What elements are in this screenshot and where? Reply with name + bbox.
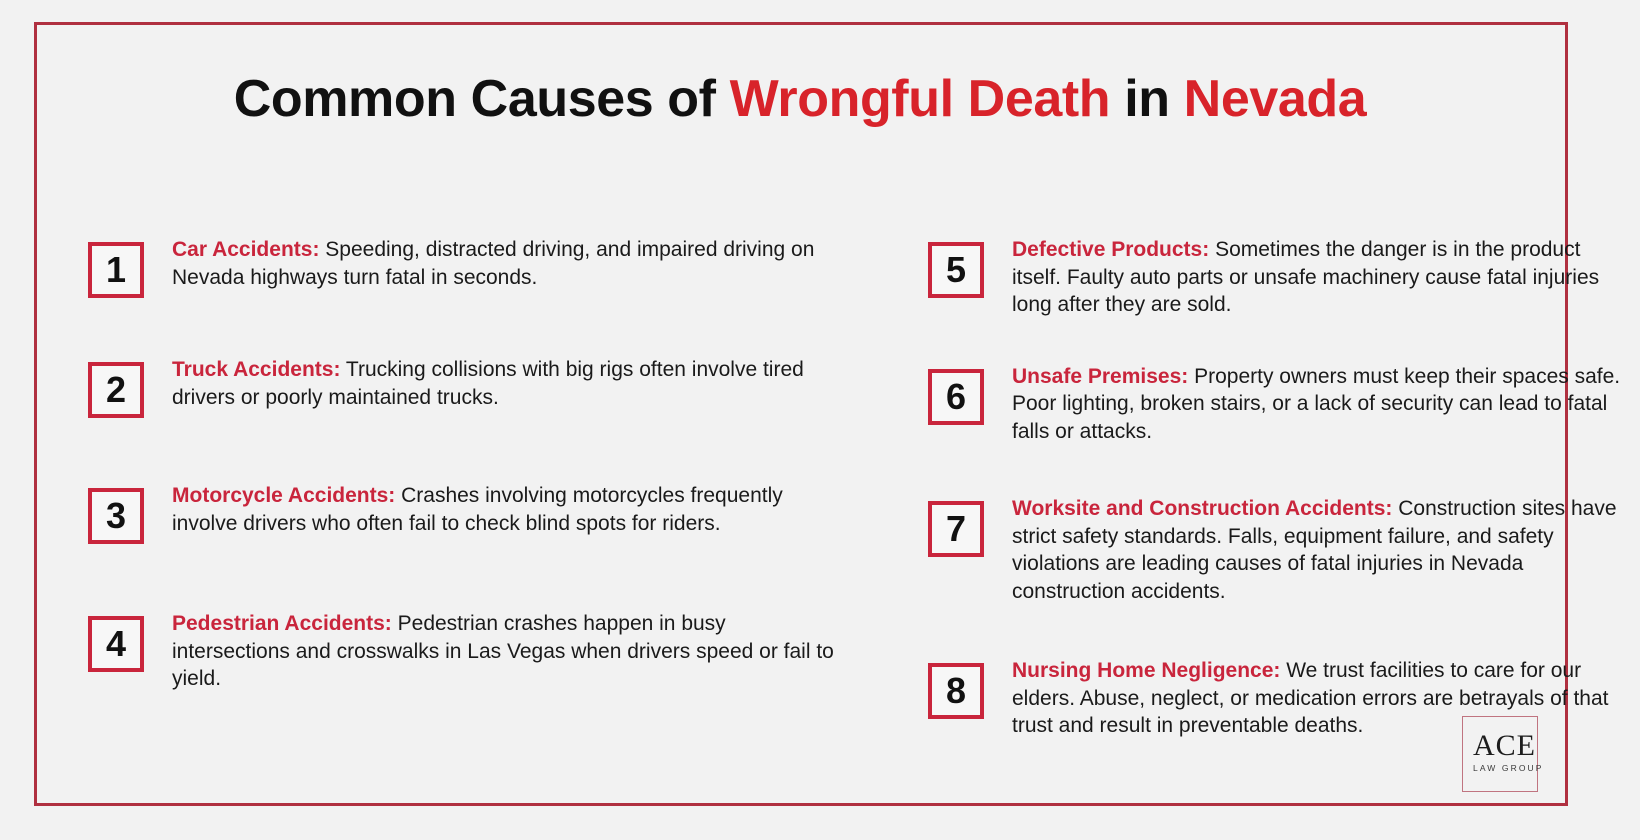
- item-label: Unsafe Premises:: [1012, 364, 1189, 388]
- causes-columns: [0, 236, 1640, 740]
- item-number-badge: 6: [928, 369, 984, 425]
- logo-text-block: [1473, 731, 1559, 773]
- item-number-badge: 5: [928, 242, 984, 298]
- item-label: Car Accidents:: [172, 238, 320, 261]
- title-part-1: Common Causes of: [233, 70, 730, 128]
- list-item: [88, 482, 848, 544]
- item-body: Construction sites have strict safety standards. Falls, equipment failure, and safety violations are leading causes of fatal injuries in Nevada construction accidents.: [1012, 497, 1617, 603]
- logo-name: ACE: [1473, 729, 1536, 762]
- item-text: [1012, 495, 1628, 605]
- list-item: [88, 356, 848, 418]
- item-body: Crashes involving motorcycles frequently involve drivers who often fail to check blind spots for riders.: [172, 484, 783, 535]
- item-label: Motorcycle Accidents:: [172, 484, 396, 507]
- list-item: [928, 495, 1628, 605]
- item-number-badge: 7: [928, 501, 984, 557]
- item-body: We trust facilities to care for our elders. Abuse, neglect, or medication errors are betrayals of that trust and result in preventable deaths.: [1012, 659, 1609, 737]
- item-text: [1012, 363, 1628, 446]
- ace-law-group-logo: [1462, 716, 1544, 792]
- page-title: [120, 64, 1480, 135]
- item-text: [172, 236, 848, 291]
- list-item: [88, 236, 848, 298]
- item-number-badge: 4: [88, 616, 144, 672]
- item-text: [1012, 236, 1628, 319]
- right-column: [928, 236, 1628, 740]
- title-part-2: in: [1110, 70, 1184, 128]
- item-number-badge: 1: [88, 242, 144, 298]
- item-text: [172, 356, 848, 411]
- list-item: [928, 363, 1628, 446]
- item-body: Sometimes the danger is in the product itself. Faulty auto parts or unsafe machinery cause fatal injuries long after they are sold.: [1012, 238, 1600, 316]
- item-number-badge: 8: [928, 663, 984, 719]
- item-number-badge: 2: [88, 362, 144, 418]
- list-item: [928, 236, 1628, 319]
- title-accent-wrongful-death: Wrongful Death: [729, 70, 1111, 128]
- item-number-badge: 3: [88, 488, 144, 544]
- item-label: Worksite and Construction Accidents:: [1012, 497, 1393, 520]
- item-body: Trucking collisions with big rigs often involve tired drivers or poorly maintained trucks.: [172, 358, 804, 409]
- item-body: Property owners must keep their spaces safe. Poor lighting, broken stairs, or a lack of security can lead to fatal falls or attacks.: [1012, 364, 1621, 443]
- title-heading: [120, 64, 1480, 135]
- item-label: Defective Products:: [1012, 238, 1210, 261]
- item-text: [172, 610, 848, 693]
- list-item: [88, 610, 848, 693]
- item-body: Pedestrian crashes happen in busy intersections and crosswalks in Las Vegas when drivers speed or fail to yield.: [172, 612, 834, 690]
- item-text: [172, 482, 848, 537]
- item-label: Nursing Home Negligence:: [1012, 659, 1281, 682]
- item-body: Speeding, distracted driving, and impaired driving on Nevada highways turn fatal in seconds.: [172, 238, 815, 289]
- left-column: [88, 236, 848, 693]
- item-label: Truck Accidents:: [172, 358, 341, 381]
- item-label: Pedestrian Accidents:: [172, 612, 392, 635]
- title-accent-nevada: Nevada: [1183, 70, 1367, 128]
- logo-tagline: LAW GROUP: [1473, 763, 1544, 773]
